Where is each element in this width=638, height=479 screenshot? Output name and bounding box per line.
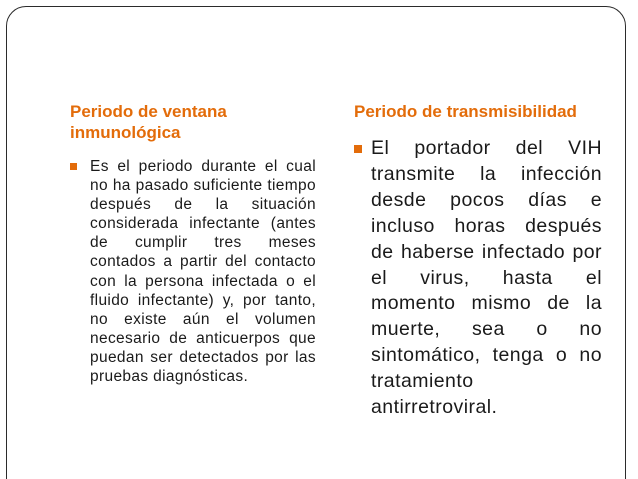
right-bullet-text: El portador del VIH transmite la infección desde pocos días e incluso horas después de haberse infectado por el virus, hasta el momento mismo de la muerte, sea o no sintomático, tenga o no tratamiento antirretroviral. bbox=[371, 137, 602, 419]
square-bullet-icon bbox=[70, 163, 77, 170]
right-column bbox=[354, 101, 602, 421]
right-bullet-item bbox=[354, 136, 602, 421]
left-bullet-text: Es el periodo durante el cual no ha pasado suficiente tiempo después de la situación considerada infectante (antes de cumplir tres meses contados a partir del contacto con la persona infectada o el fluido infectante) y, por tanto, no existe aún el volumen necesario de anticuerpos que puedan ser detectados por las pruebas diagnósticas. bbox=[90, 158, 316, 386]
square-bullet-icon bbox=[354, 145, 362, 153]
left-column bbox=[70, 101, 316, 386]
right-heading: Periodo de transmisibilidad bbox=[354, 102, 577, 121]
left-heading: Periodo de ventana inmunológica bbox=[70, 102, 227, 142]
left-bullet-item bbox=[70, 157, 316, 386]
